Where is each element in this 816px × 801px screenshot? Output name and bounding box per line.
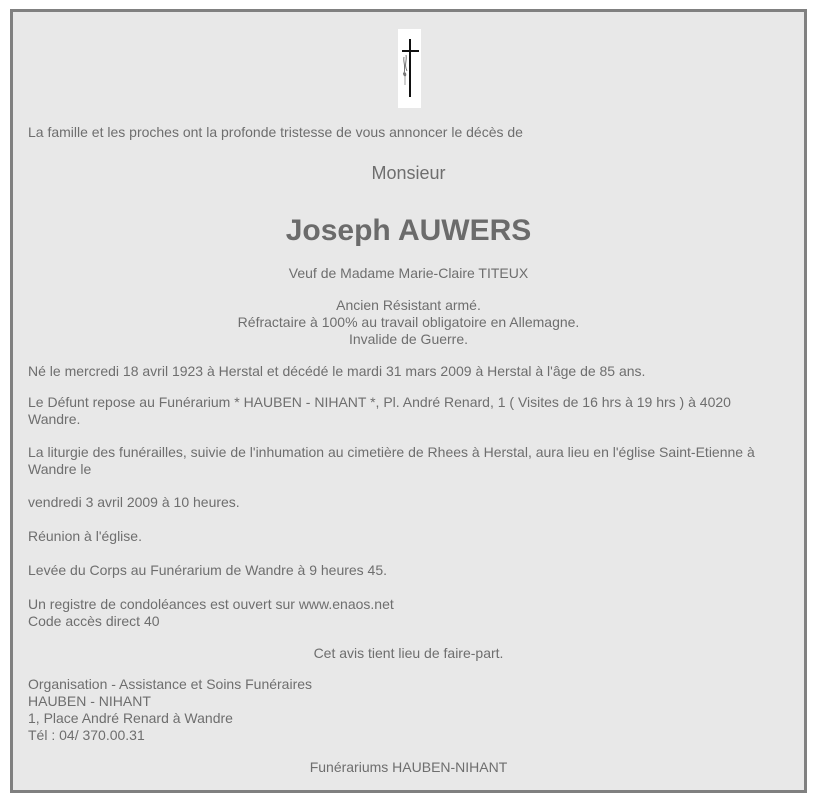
access-code-text: Code accès direct 40 xyxy=(28,613,160,629)
organisation-line: 1, Place André Renard à Wandre xyxy=(28,710,233,726)
repose-text: Le Défunt repose au Funérarium * HAUBEN - NIHANT *, Pl. André Renard, 1 ( Visites de 16 hrs à 19 hrs ) à 4020 xyxy=(28,394,731,410)
meeting-text: Réunion à l'église. xyxy=(28,528,142,544)
footer-text: Funérariums HAUBEN-NIHANT xyxy=(309,759,508,775)
honor-line: Réfractaire à 100% au travail obligatoire en Allemagne. xyxy=(237,314,580,330)
service-date-text: vendredi 3 avril 2009 à 10 heures. xyxy=(28,494,240,510)
intro-text: La famille et les proches ont la profonde tristesse de vous annoncer le décès de xyxy=(28,124,523,140)
repose-text: Wandre. xyxy=(28,411,81,427)
body-lifting-text: Levée du Corps au Funérarium de Wandre à 9 heures 45. xyxy=(28,562,388,578)
honor-line: Invalide de Guerre. xyxy=(348,331,469,347)
condolences-text: Un registre de condoléances est ouvert sur www.enaos.net xyxy=(28,596,394,612)
birth-death-text: Né le mercredi 18 avril 1923 à Herstal et décédé le mardi 31 mars 2009 à Herstal à l'âge de 85 ans. xyxy=(28,363,646,379)
organisation-line: HAUBEN - NIHANT xyxy=(28,693,151,709)
organisation-phone: Tél : 04/ 370.00.31 xyxy=(28,727,145,743)
honor-line: Ancien Résistant armé. xyxy=(336,297,481,313)
notice-text: Cet avis tient lieu de faire-part. xyxy=(313,645,504,661)
spouse-text: Veuf de Madame Marie-Claire TITEUX xyxy=(288,265,529,281)
cross-with-flower-icon xyxy=(398,29,421,108)
liturgy-text: Wandre le xyxy=(28,461,92,477)
liturgy-text: La liturgie des funérailles, suivie de l'inhumation au cimetière de Rhees à Herstal, aura lieu en l'église Saint-Etienne à xyxy=(28,444,755,460)
death-notice-card xyxy=(10,9,807,793)
organisation-line: Organisation - Assistance et Soins Funéraires xyxy=(28,676,313,692)
civility-title: Monsieur xyxy=(371,163,446,183)
deceased-name: Joseph AUWERS xyxy=(285,214,532,247)
